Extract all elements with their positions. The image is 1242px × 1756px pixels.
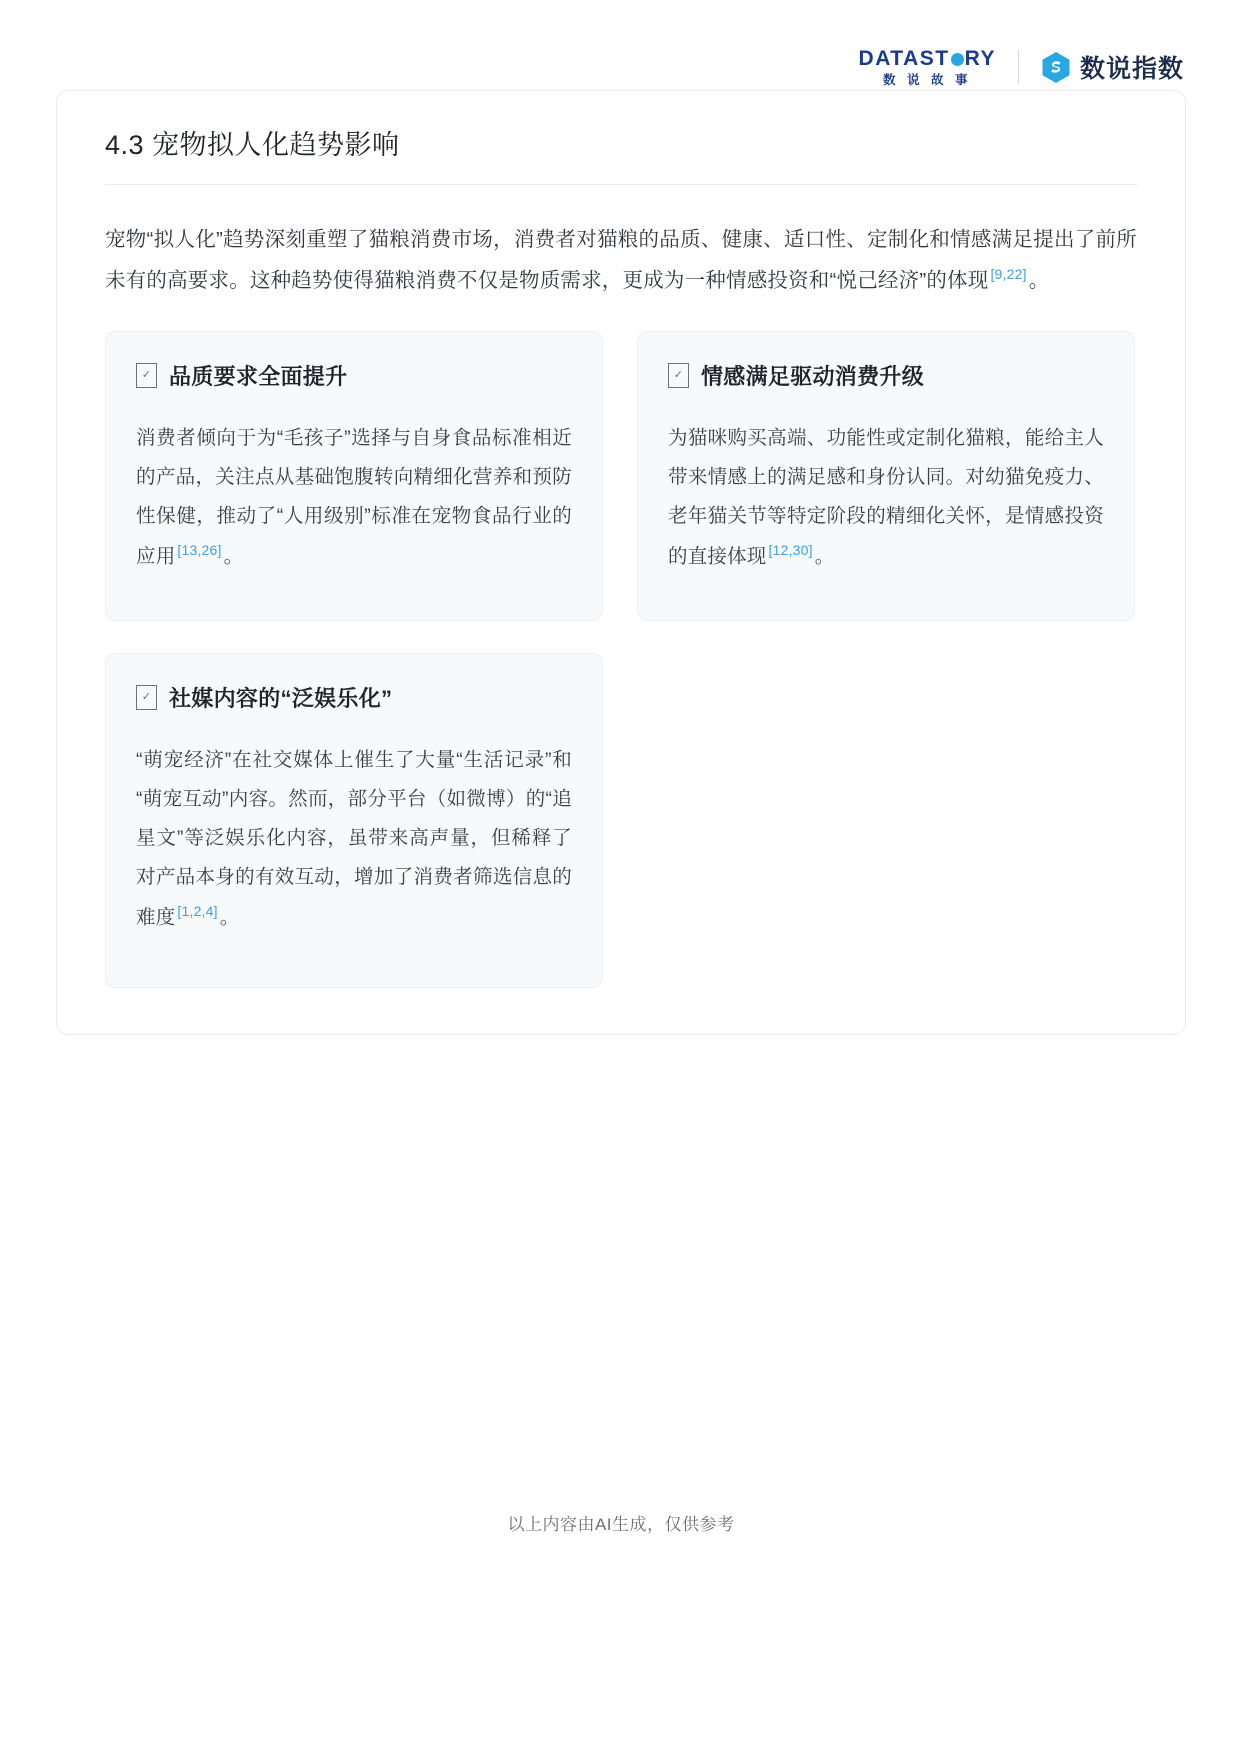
check-box-icon: ✓ [668, 363, 689, 388]
brand-divider [1018, 50, 1019, 84]
insight-card-header [136, 360, 572, 391]
title-divider [105, 184, 1137, 185]
insight-card-body [136, 419, 572, 577]
insight-card [637, 331, 1135, 621]
brand-header [859, 44, 1184, 90]
brand-datastory [859, 48, 996, 87]
brand-datastory-post: RY [964, 46, 996, 70]
insight-card-header [136, 682, 572, 713]
content-card [56, 90, 1186, 1035]
insight-card-header [668, 360, 1104, 391]
insight-card-body [668, 419, 1104, 577]
insight-card-text-part2: 。 [223, 545, 244, 568]
citation-ref[interactable]: [9,22] [990, 266, 1027, 283]
insight-card-text-part2: 。 [219, 906, 240, 929]
intro-paragraph [105, 219, 1137, 301]
insight-card-body [136, 741, 572, 938]
brand-shuoshuo-index [1041, 49, 1184, 85]
intro-text-part1: 宠物“拟人化”趋势深刻重塑了猫粮消费市场，消费者对猫粮的品质、健康、适口性、定制化和情感满足提出了前所未有的高要求。这种趋势使得猫粮消费不仅是物质需求，更成为一种情感投资和“悦己经济”的体现 [105, 228, 1137, 292]
hexagon-logo-icon [1041, 51, 1071, 84]
insight-card-title: 社媒内容的“泛娱乐化” [169, 686, 393, 711]
insight-card-text-part1: 为猫咪购买高端、功能性或定制化猫粮，能给主人带来情感上的满足感和身份认同。对幼猫免疫力、老年猫关节等特定阶段的精细化关怀，是情感投资的直接体现 [668, 427, 1104, 568]
insight-card-text-part1: “萌宠经济”在社交媒体上催生了大量“生活记录”和“萌宠互动”内容。然而，部分平台（如微博）的“追星文”等泛娱乐化内容，虽带来高声量，但稀释了对产品本身的有效互动，增加了消费者筛选信息的难度 [136, 749, 572, 929]
brand-dot-icon [951, 53, 964, 66]
insight-card-text-part2: 。 [814, 545, 835, 568]
brand-shuoshuo-index-label: 数说指数 [1079, 55, 1184, 83]
ai-disclaimer: 以上内容由AI生成，仅供参考 [507, 1515, 735, 1534]
check-box-icon: ✓ [136, 363, 157, 388]
insight-card [105, 653, 603, 988]
brand-datastory-cn: 数 说 故 事 [883, 72, 972, 87]
citation-ref[interactable]: [1,2,4] [177, 903, 218, 919]
intro-text-part2: 。 [1028, 269, 1050, 292]
insight-card-title: 品质要求全面提升 [169, 364, 348, 389]
citation-ref[interactable]: [12,30] [768, 542, 813, 558]
insight-card-text-part1: 消费者倾向于为“毛孩子”选择与自身食品标准相近的产品，关注点从基础饱腹转向精细化营养和预防性保健，推动了“人用级别”标准在宠物食品行业的应用 [136, 427, 572, 568]
brand-datastory-wordmark [859, 48, 996, 69]
insight-card-grid [105, 331, 1137, 988]
insight-card-title: 情感满足驱动消费升级 [701, 364, 925, 389]
citation-ref[interactable]: [13,26] [177, 542, 222, 558]
insight-card [105, 331, 603, 621]
brand-datastory-pre: DATAST [858, 46, 950, 70]
page-title: 4.3 宠物拟人化趋势影响 [105, 130, 400, 160]
check-box-icon: ✓ [136, 685, 157, 710]
